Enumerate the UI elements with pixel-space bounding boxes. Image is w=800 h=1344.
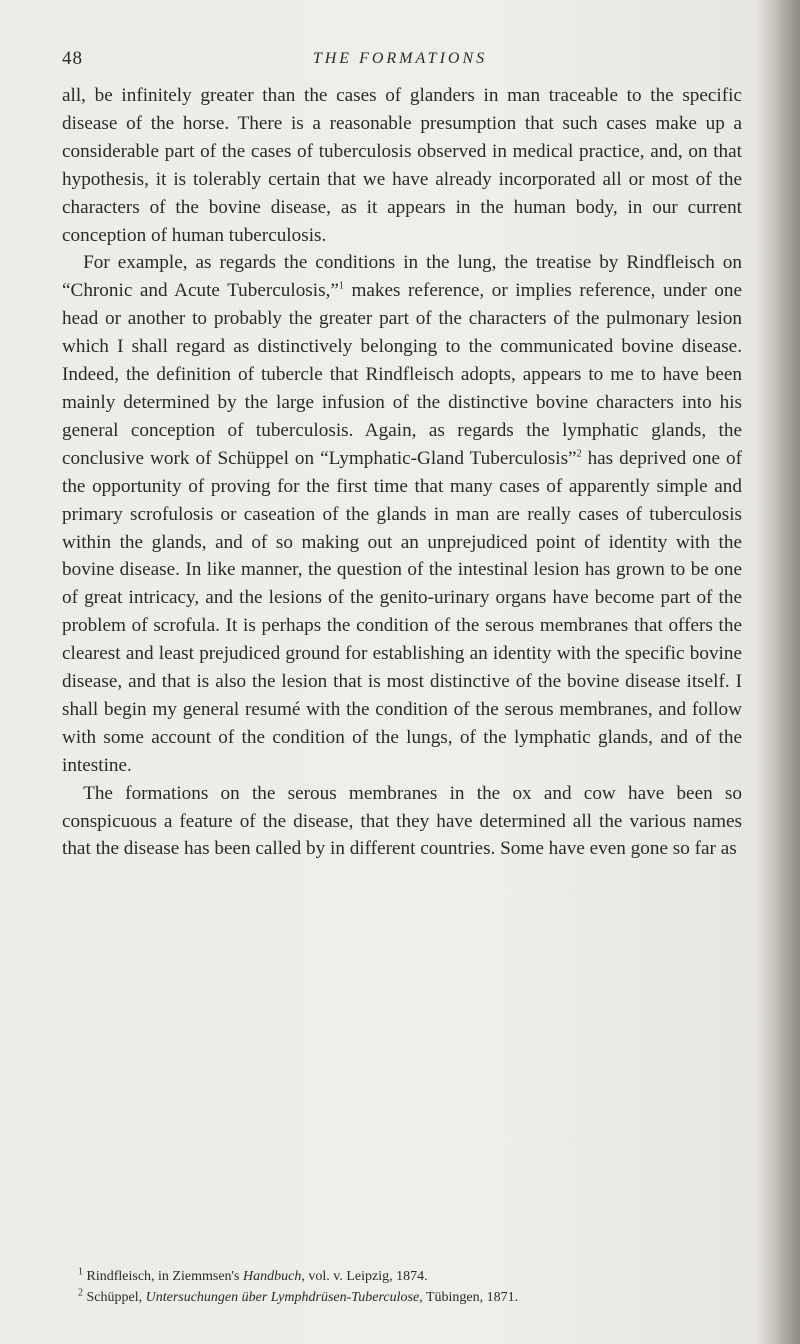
footnote-title: Untersuchungen über Lymphdrüsen-Tuberculose bbox=[145, 1290, 420, 1305]
paragraph-3: The formations on the serous membranes in the ox and cow have been so conspicuous a feature of the disease, that they have determined all the various names that the disease has been called by in different countries. Some have even gone so far as bbox=[62, 782, 742, 860]
page-number: 48 bbox=[62, 48, 83, 69]
footnote-mark: 1 bbox=[78, 1266, 83, 1278]
paragraph-2-part-b: makes reference, or implies reference, under one head or another to probably the greater part of the characters of the pulmonary lesion which I shall regard as distinctively belonging to the communicated bovine disease. Indeed, the definition of tubercle that Rindfleisch adopts, appears to me to have been mainly determined by the large infusion of the distinctive bovine characters into his general conception of tuberculosis. Again, as regards the lymphatic glands, the conclusive work of Schüppel on “Lymphatic-Gland Tuberculosis” bbox=[62, 280, 742, 469]
paragraph-1: all, be infinitely greater than the cases of glanders in man traceable to the specific disease of the horse. There is a reasonable presumption that such cases make up a considerable part of the cases of tuberculosis observed in medical practice, and, on that hypothesis, it is tolerably certain that we have already incorporated all or most of the characters of the bovine disease, as it appears in the human body, in our current conception of human tuberculosis. bbox=[62, 85, 742, 246]
footnote-ref-1: 1 bbox=[338, 280, 344, 292]
footnote-mark: 2 bbox=[78, 1287, 83, 1299]
footnote-text: Rindfleisch, in Ziemmsen's bbox=[86, 1269, 244, 1284]
footnotes bbox=[62, 1266, 742, 1308]
footnote-1 bbox=[78, 1266, 742, 1287]
page-header bbox=[62, 48, 738, 78]
footnote-2 bbox=[78, 1287, 742, 1308]
page-binding-shadow bbox=[756, 0, 800, 1344]
paragraph-2 bbox=[62, 249, 742, 779]
running-head: THE FORMATIONS bbox=[312, 50, 488, 67]
body-text bbox=[62, 82, 742, 863]
paragraph-2-part-a: For example, as regards the conditions in the lung, the treatise by Rindfleisch on “Chronic and Acute Tuberculosis,” bbox=[62, 252, 742, 302]
footnote-text: Schüppel, bbox=[86, 1290, 146, 1305]
footnote-text: , vol. v. Leipzig, 1874. bbox=[301, 1269, 428, 1284]
footnote-title: Handbuch bbox=[243, 1269, 302, 1284]
footnote-text: , Tübingen, 1871. bbox=[419, 1290, 519, 1305]
footnote-ref-2: 2 bbox=[576, 448, 582, 460]
paragraph-2-part-c: has deprived one of the opportunity of proving for the first time that many cases of apparently simple and primary scrofulosis or caseation of the glands in man are really cases of tuberculosis within the glands, and of so making out an unprejudiced point of identity with the bovine disease. In like manner, the question of the intestinal lesion has grown to be one of great intricacy, and the lesions of the genito-urinary organs have become part of the problem of scrofula. It is perhaps the condition of the serous membranes that offers the clearest and least prejudiced ground for establishing an identity with the specific bovine disease, and that is also the lesion that is most distinctive of the bovine disease itself. I shall begin my general resumé with the condition of the serous membranes, and follow with some account of the condition of the lungs, of the lymphatic glands, and of the intestine. bbox=[62, 447, 742, 776]
